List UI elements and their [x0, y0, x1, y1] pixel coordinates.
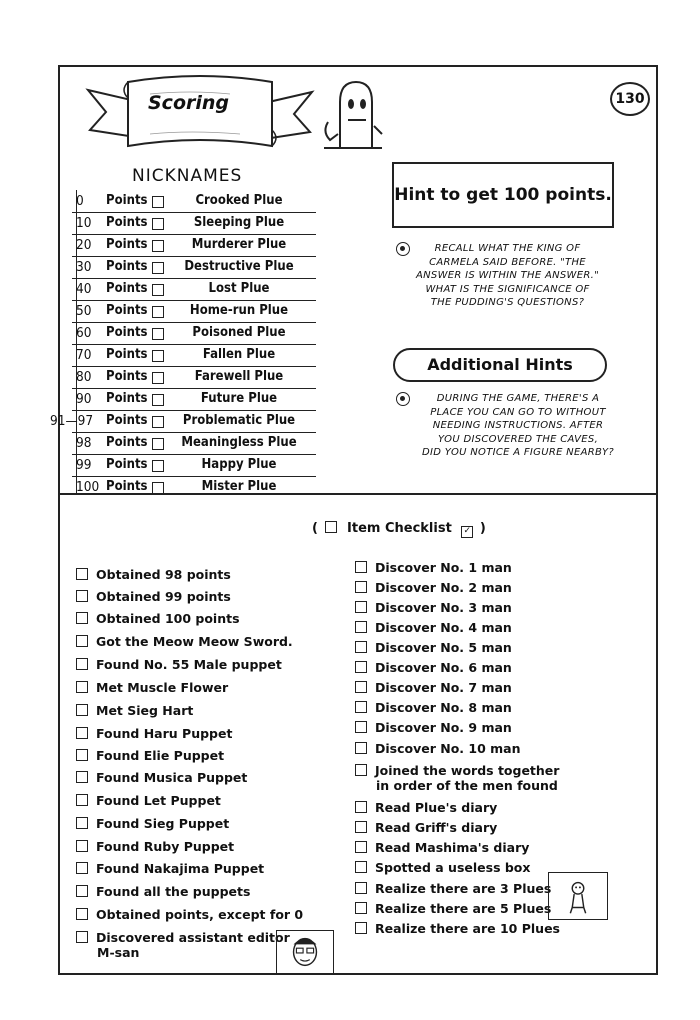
nickname-name: Mister Plue: [201, 479, 277, 494]
nickname-row: [72, 344, 316, 367]
nickname-points: 40: [76, 281, 92, 297]
nickname-points: 0: [76, 193, 84, 209]
checklist-checkbox[interactable]: [355, 841, 367, 853]
checklist-item[interactable]: [76, 884, 250, 899]
additional-hint-line: YOU DISCOVERED THE CAVES,: [437, 433, 599, 445]
checklist-checkbox[interactable]: [76, 840, 88, 852]
checklist-item[interactable]: [355, 700, 512, 715]
checklist-item[interactable]: [76, 611, 240, 626]
checklist-item-label: Realize there are 5 Plues: [375, 901, 552, 916]
nickname-points-unit: Points: [106, 325, 148, 340]
checklist-checkbox[interactable]: [355, 721, 367, 733]
checklist-item-label: Spotted a useless box: [375, 860, 531, 875]
nickname-name: Meaningless Plue: [181, 435, 297, 450]
checklist-item[interactable]: [355, 560, 512, 575]
checklist-item[interactable]: [76, 634, 293, 649]
checklist-item[interactable]: [355, 881, 551, 896]
page-title: Scoring: [148, 92, 230, 114]
checklist-item[interactable]: [355, 680, 512, 695]
nickname-checkbox[interactable]: [152, 416, 164, 428]
nickname-points-unit: Points: [106, 347, 148, 362]
nickname-name: Fallen Plue: [202, 347, 276, 362]
checklist-checkbox[interactable]: [76, 862, 88, 874]
checklist-checkbox[interactable]: [76, 568, 88, 580]
hint-title-box: Hint to get 100 points.: [392, 162, 614, 228]
nickname-checkbox[interactable]: [152, 262, 164, 274]
checklist-checkbox[interactable]: [355, 561, 367, 573]
nickname-points-unit: Points: [106, 259, 148, 274]
hint-line: RECALL WHAT THE KING OF: [434, 243, 581, 254]
checklist-checkbox[interactable]: [355, 661, 367, 673]
checklist-item[interactable]: [355, 800, 497, 815]
nickname-points-unit: Points: [106, 215, 148, 230]
nickname-points-unit: Points: [106, 457, 148, 472]
checklist-checkbox[interactable]: [76, 885, 88, 897]
checklist-item[interactable]: [76, 907, 303, 922]
nickname-row: [72, 476, 316, 498]
checklist-item-label: Found Let Puppet: [96, 793, 221, 808]
checklist-checkbox[interactable]: [76, 749, 88, 761]
nickname-points-unit: Points: [106, 391, 148, 406]
checklist-item-label: Read Griff's diary: [375, 820, 498, 835]
nickname-checkbox[interactable]: [152, 350, 164, 362]
checklist-item[interactable]: [76, 703, 193, 718]
checklist-item-label: Obtained 99 points: [96, 589, 231, 604]
nickname-name: Future Plue: [200, 391, 278, 406]
nickname-row: [72, 322, 316, 345]
hint-line: WHAT IS THE SIGNIFICANCE OF: [425, 283, 590, 295]
checklist-checkbox[interactable]: [355, 902, 367, 914]
checklist-item[interactable]: [355, 840, 529, 855]
nickname-name: Murderer Plue: [191, 237, 287, 252]
nickname-row: [72, 234, 316, 257]
checklist-item[interactable]: [355, 720, 512, 735]
checklist-item-label: Realize there are 3 Plues: [375, 881, 552, 896]
checklist-item-label: Discover No. 5 man: [375, 640, 512, 655]
checklist-checkbox[interactable]: [355, 882, 367, 894]
nickname-points: 90: [76, 391, 92, 407]
nickname-points: 20: [76, 237, 92, 253]
additional-hint-text: [398, 392, 638, 460]
checklist-title-text: Item Checklist: [347, 521, 452, 536]
checklist-checkbox[interactable]: [76, 704, 88, 716]
nickname-row: [72, 388, 316, 411]
checklist-item[interactable]: [355, 660, 512, 675]
nickname-checkbox[interactable]: [152, 240, 164, 252]
nickname-name: Problematic Plue: [182, 413, 296, 428]
nickname-row: [72, 212, 316, 235]
nickname-points-unit: Points: [106, 237, 148, 252]
checklist-item[interactable]: [355, 620, 512, 635]
nickname-row: [72, 454, 316, 477]
checklist-item[interactable]: [355, 580, 512, 595]
checklist-item-label: Read Plue's diary: [375, 800, 498, 815]
checklist-item-label: Discover No. 7 man: [375, 680, 512, 695]
checklist-item-label: Discover No. 4 man: [375, 620, 512, 635]
nickname-checkbox[interactable]: [152, 438, 164, 450]
checklist-item[interactable]: [355, 741, 521, 756]
checklist-item[interactable]: [355, 640, 512, 655]
checklist-item[interactable]: [76, 567, 231, 582]
nickname-row: [72, 432, 316, 455]
checklist-checkbox[interactable]: [355, 621, 367, 633]
nickname-name: Destructive Plue: [184, 259, 294, 274]
checklist-item-label: Joined the words together: [375, 763, 560, 778]
checklist-item-label: Met Sieg Hart: [96, 703, 194, 718]
additional-hint-line: PLACE YOU CAN GO TO WITHOUT: [430, 406, 606, 418]
checklist-checkbox[interactable]: [76, 817, 88, 829]
nickname-name: Crooked Plue: [195, 193, 283, 208]
checklist-item-label: Discovered assistant editor: [96, 930, 290, 945]
nickname-row: [50, 410, 316, 433]
checklist-item-label: Read Mashima's diary: [375, 840, 530, 855]
checklist-item[interactable]: [355, 901, 551, 916]
checklist-item-label-line2: M-san: [97, 945, 140, 960]
scroll-banner-icon: [80, 72, 320, 162]
checklist-checkbox[interactable]: [355, 742, 367, 754]
checklist-item-label: Met Muscle Flower: [96, 680, 229, 695]
nickname-row: [72, 190, 316, 213]
nickname-name: Lost Plue: [208, 281, 270, 296]
checklist-checkbox[interactable]: [355, 701, 367, 713]
checklist-item-label: Discover No. 8 man: [375, 700, 512, 715]
checklist-item-label: Found No. 55 Male puppet: [96, 657, 282, 672]
checklist-item[interactable]: [76, 793, 221, 808]
nickname-points-unit: Points: [106, 193, 148, 208]
nickname-points-unit: Points: [106, 479, 148, 494]
checklist-item[interactable]: [355, 820, 497, 835]
checklist-item-label: Found Sieg Puppet: [96, 816, 230, 831]
nickname-name: Happy Plue: [201, 457, 277, 472]
checklist-item-label: Discover No. 3 man: [375, 600, 512, 615]
checklist-checkbox[interactable]: [76, 727, 88, 739]
checklist-item-label: Discover No. 9 man: [375, 720, 512, 735]
plue-doodle-icon: [548, 872, 608, 920]
checklist-item[interactable]: [76, 770, 247, 785]
nickname-points: 100: [76, 479, 100, 495]
checklist-item-label: Discover No. 2 man: [375, 580, 512, 595]
nickname-row: [72, 366, 316, 389]
checklist-checkbox[interactable]: [355, 681, 367, 693]
checklist-item-label: Obtained 98 points: [96, 567, 231, 582]
checklist-item-label-line2: in order of the men found: [376, 778, 558, 793]
checklist-item[interactable]: [76, 589, 231, 604]
checklist-checkbox[interactable]: [355, 861, 367, 873]
checklist-item-label: Found all the puppets: [96, 884, 251, 899]
nickname-checkbox[interactable]: [152, 306, 164, 318]
checklist-checkbox[interactable]: [76, 635, 88, 647]
additional-hint-line: NEEDING INSTRUCTIONS. AFTER: [432, 420, 604, 431]
hint-line: ANSWER IS WITHIN THE ANSWER.": [416, 270, 599, 281]
checklist-item[interactable]: [355, 860, 530, 875]
checklist-item-label: Realize there are 10 Plues: [375, 921, 560, 936]
checklist-close-paren: ): [479, 521, 486, 536]
checklist-item[interactable]: [355, 921, 560, 936]
m-san-face-icon: [276, 930, 334, 974]
nickname-points: 10: [76, 215, 92, 231]
checklist-checkbox[interactable]: [355, 801, 367, 813]
checklist-checkbox[interactable]: [76, 931, 88, 943]
hint-line: CARMELA SAID BEFORE. "THE: [429, 256, 586, 268]
nickname-points-unit: Points: [106, 435, 148, 450]
additional-hint-line: DURING THE GAME, THERE'S A: [436, 393, 600, 404]
checklist-item-label: Obtained points, except for 0: [96, 907, 304, 922]
nicknames-heading: NICKNAMES: [132, 166, 243, 186]
checklist-item-label: Discover No. 1 man: [375, 560, 512, 575]
nickname-row: [72, 300, 316, 323]
nickname-row: [72, 256, 316, 279]
page-number-badge: 130: [610, 82, 650, 116]
nickname-name: Farewell Plue: [194, 369, 284, 384]
checklist-checkbox[interactable]: [76, 612, 88, 624]
nickname-checkbox[interactable]: [152, 218, 164, 230]
checklist-checkbox[interactable]: [76, 658, 88, 670]
checklist-item[interactable]: [355, 763, 559, 793]
checklist-item[interactable]: [76, 839, 234, 854]
checklist-checkbox[interactable]: [355, 922, 367, 934]
hint-line: THE PUDDING'S QUESTIONS?: [430, 297, 585, 308]
nickname-row: [72, 278, 316, 301]
checklist-checkbox[interactable]: [76, 681, 88, 693]
nickname-checkbox[interactable]: [152, 460, 164, 472]
additional-hint-line: DID YOU NOTICE A FIGURE NEARBY?: [422, 447, 614, 458]
checklist-item-label: Found Elie Puppet: [96, 748, 225, 763]
nickname-checkbox[interactable]: [152, 482, 164, 494]
checklist-checkbox[interactable]: [76, 908, 88, 920]
checklist-checkbox[interactable]: [76, 794, 88, 806]
nickname-points: 99: [76, 457, 92, 473]
checklist-item[interactable]: [76, 861, 264, 876]
nickname-checkbox[interactable]: [152, 196, 164, 208]
checklist-item[interactable]: [76, 657, 282, 672]
empty-checkbox-icon: [325, 521, 337, 533]
checklist-item[interactable]: [76, 726, 232, 741]
nickname-points: 60: [76, 325, 92, 341]
checklist-item-label: Found Haru Puppet: [96, 726, 233, 741]
nickname-points-unit: Points: [106, 303, 148, 318]
nickname-name: Home-run Plue: [189, 303, 289, 318]
nickname-name: Poisoned Plue: [192, 325, 286, 340]
checklist-item-label: Obtained 100 points: [96, 611, 240, 626]
mascot-drawing-icon: [318, 78, 388, 156]
nickname-points: 80: [76, 369, 92, 385]
nickname-name: Sleeping Plue: [193, 215, 285, 230]
nickname-points: 50: [76, 303, 92, 319]
hint-text: [400, 242, 615, 310]
checklist-item-label: Discover No. 6 man: [375, 660, 512, 675]
checklist-checkbox[interactable]: [76, 590, 88, 602]
checklist-item-label: Got the Meow Meow Sword.: [96, 634, 293, 649]
nickname-points-unit: Points: [106, 369, 148, 384]
checklist-item-label: Discover No. 10 man: [375, 741, 521, 756]
checklist-open-paren: (: [312, 521, 318, 536]
checklist-item-label: Found Nakajima Puppet: [96, 861, 265, 876]
nickname-checkbox[interactable]: [152, 284, 164, 296]
additional-hints-title: Additional Hints: [393, 348, 607, 382]
checked-checkbox-icon: ✓: [461, 526, 473, 538]
checklist-checkbox[interactable]: [355, 601, 367, 613]
nickname-checkbox[interactable]: [152, 394, 164, 406]
item-checklist-title: [312, 521, 486, 538]
checklist-checkbox[interactable]: [355, 821, 367, 833]
nickname-points: 91—97: [50, 413, 94, 429]
checklist-item[interactable]: [76, 680, 228, 695]
nickname-checkbox[interactable]: [152, 372, 164, 384]
checklist-item-label: Found Musica Puppet: [96, 770, 248, 785]
checklist-checkbox[interactable]: [355, 764, 367, 776]
checklist-item[interactable]: [76, 816, 229, 831]
checklist-item[interactable]: [355, 600, 512, 615]
checklist-item[interactable]: [76, 930, 290, 960]
nickname-points: 30: [76, 259, 92, 275]
nickname-points: 98: [76, 435, 92, 451]
checklist-item[interactable]: [76, 748, 224, 763]
checklist-checkbox[interactable]: [76, 771, 88, 783]
nickname-checkbox[interactable]: [152, 328, 164, 340]
checklist-item-label: Found Ruby Puppet: [96, 839, 235, 854]
nickname-points-unit: Points: [106, 281, 148, 296]
nickname-points: 70: [76, 347, 92, 363]
nickname-points-unit: Points: [106, 413, 148, 428]
checklist-checkbox[interactable]: [355, 641, 367, 653]
checklist-checkbox[interactable]: [355, 581, 367, 593]
